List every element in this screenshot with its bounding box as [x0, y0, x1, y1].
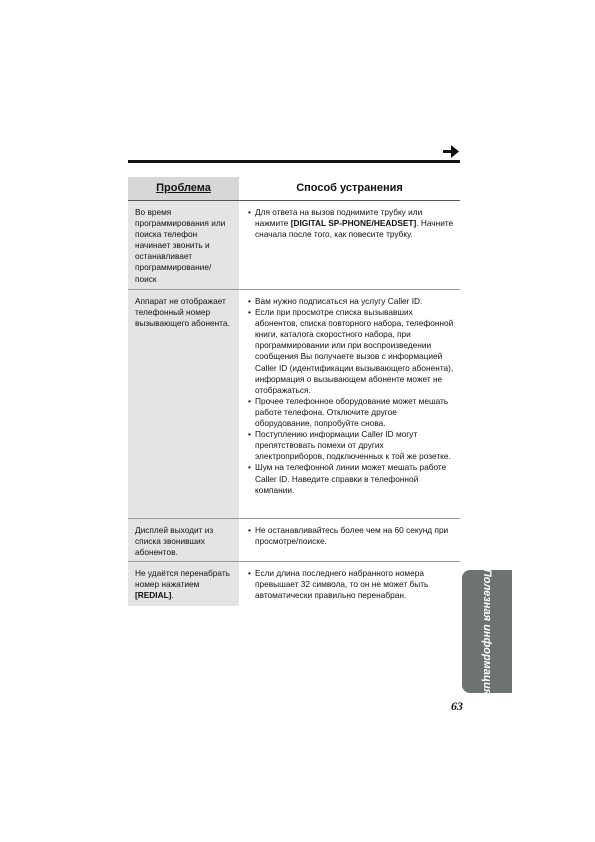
solution-cell — [239, 519, 460, 561]
section-tab-label: Полезная информация — [481, 568, 493, 695]
solution-text: Прочее телефонное оборудование может мешать работе телефона. Отключите другое оборудование, попробуйте снова. — [255, 395, 449, 429]
key-label: [DIGITAL SP-PHONE/HEADSET] — [290, 218, 417, 229]
solution-item — [248, 307, 454, 396]
section-tab — [462, 570, 512, 693]
arrow-right-icon — [443, 145, 459, 158]
solution-text: Если при просмотре списка вызывавших абонентов, списка повторного набора, телефонной книги, каталога скоростного набора, при программировании или при воспроизведении сообщения Вы получаете вызов с информацией Caller ID (идентификации вызывающего абонента), информация о вызывающем абоненте может не отображаться. — [255, 307, 454, 395]
bullet-mark: • — [248, 525, 251, 535]
troubleshooting-table — [128, 177, 460, 606]
problem-cell: Аппарат не отображает телефонный номер вызывающего абонента. — [128, 290, 239, 518]
problem-text: . — [171, 590, 174, 601]
bullet-mark: • — [248, 307, 251, 318]
solution-text: . Начните сначала после того, как повесите трубку. — [255, 218, 454, 240]
bullet-mark: • — [248, 207, 251, 217]
solution-text: Поступлению информации Caller ID могут препятствовать помехи от других электроприборов, подключенных к той же розетке. — [255, 429, 451, 462]
table-row — [128, 201, 460, 290]
solution-text: Шум на телефонной линии может мешать работе Caller ID. Наведите справки в телефонной компании. — [255, 462, 447, 495]
table-header — [128, 177, 460, 201]
bullet-mark: • — [248, 568, 251, 578]
solution-item — [248, 568, 454, 601]
bullet-mark: • — [248, 429, 251, 440]
table-row — [128, 290, 460, 519]
header-solution: Способ устранения — [296, 181, 403, 194]
solution-item — [248, 525, 454, 547]
problem-cell: Во время программирования или поиска телефон начинает звонить и останавливает программирование/ поиск — [128, 201, 239, 289]
solution-cell — [239, 290, 460, 518]
solution-cell — [239, 201, 460, 289]
bullet-mark: • — [248, 296, 251, 306]
solution-item — [248, 462, 454, 495]
solution-text: Не останавливайтесь более чем на 60 секунд при просмотре/поиске. — [255, 525, 449, 547]
top-rule — [128, 160, 460, 163]
solution-item — [248, 396, 454, 429]
solution-text: Если длина последнего набранного номера превышает 32 символа, то он не может быть автоматически правильно перенабран. — [255, 568, 429, 601]
solution-cell — [239, 562, 460, 606]
key-label: [REDIAL] — [135, 590, 172, 601]
solution-text: Для ответа на вызов поднимите трубку или нажмите — [255, 207, 423, 229]
problem-text: Не удаётся перенабрать номер нажатием — [135, 568, 230, 590]
solution-item — [248, 429, 454, 462]
solution-item — [248, 207, 454, 240]
page-number: 63 — [451, 699, 463, 713]
solution-item — [248, 296, 454, 307]
solution-text: Вам нужно подписаться на услугу Caller ID. — [255, 296, 423, 306]
table-row — [128, 562, 460, 606]
problem-cell: Дисплей выходит из списка звонивших абонентов. — [128, 519, 239, 561]
bullet-mark: • — [248, 462, 251, 473]
bullet-mark: • — [248, 395, 251, 406]
header-problem: Проблема — [128, 177, 239, 200]
table-row — [128, 519, 460, 562]
problem-cell — [128, 562, 239, 606]
